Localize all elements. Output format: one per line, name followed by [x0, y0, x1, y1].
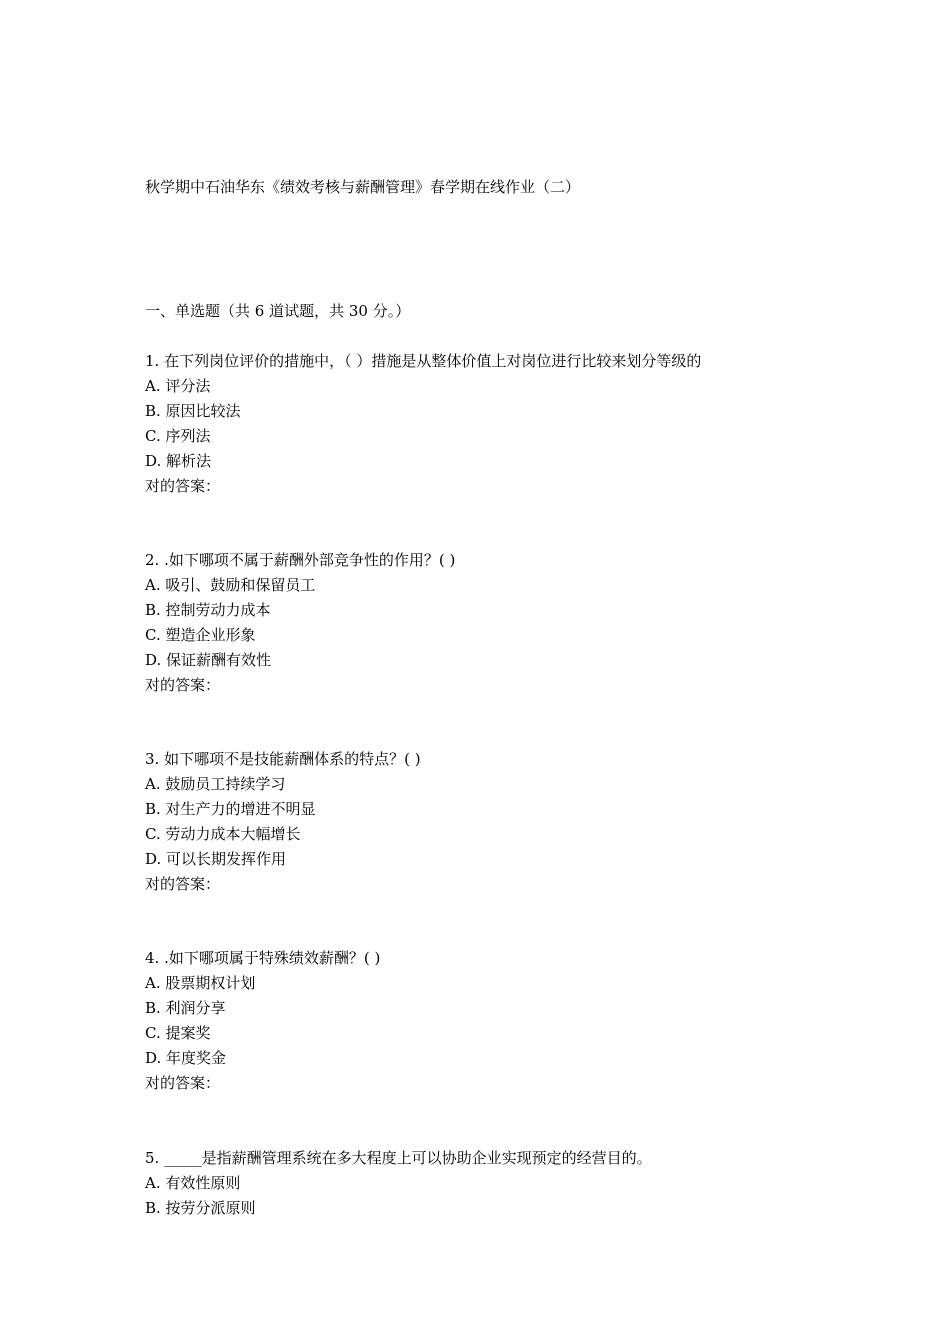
question-1-option-a: A. 评分法 — [145, 377, 211, 395]
question-1-option-d: D. 解析法 — [145, 452, 212, 470]
question-1-option-c: C. 序列法 — [145, 427, 211, 445]
question-4-option-b: B. 利润分享 — [145, 999, 226, 1017]
question-1-option-b: B. 原因比较法 — [145, 402, 241, 420]
question-3-option-c: C. 劳动力成本大幅增长 — [145, 825, 301, 843]
question-5-stem: 5. _____是指薪酬管理系统在多大程度上可以协助企业实现预定的经营目的。 — [145, 1149, 652, 1167]
question-4-option-d: D. 年度奖金 — [145, 1049, 227, 1067]
question-3-option-d: D. 可以长期发挥作用 — [145, 850, 287, 868]
question-4-answer-label: 对的答案： — [145, 1074, 221, 1092]
question-5-option-b: B. 按劳分派原则 — [145, 1199, 256, 1217]
question-4-stem: 4. .如下哪项属于特殊绩效薪酬？( ) — [145, 949, 381, 967]
question-5-option-a: A. 有效性原则 — [145, 1174, 241, 1192]
question-2-answer-label: 对的答案： — [145, 676, 221, 694]
section-heading: 一、单选题（共 6 道试题，共 30 分。） — [145, 302, 411, 320]
question-2-option-a: A. 吸引、鼓励和保留员工 — [145, 576, 316, 594]
question-1-answer-label: 对的答案： — [145, 477, 221, 495]
question-3-option-a: A. 鼓励员工持续学习 — [145, 775, 286, 793]
question-3-answer-label: 对的答案： — [145, 875, 221, 893]
question-2-stem: 2. .如下哪项不属于薪酬外部竞争性的作用？( ) — [145, 551, 456, 569]
question-2-option-d: D. 保证薪酬有效性 — [145, 651, 272, 669]
question-4-option-c: C. 提案奖 — [145, 1024, 211, 1042]
question-2-option-b: B. 控制劳动力成本 — [145, 601, 271, 619]
question-2-option-c: C. 塑造企业形象 — [145, 626, 256, 644]
question-3-option-b: B. 对生产力的增进不明显 — [145, 800, 316, 818]
question-1-stem: 1. 在下列岗位评价的措施中，（ ）措施是从整体价值上对岗位进行比较来划分等级的 — [145, 352, 702, 370]
question-3-stem: 3. 如下哪项不是技能薪酬体系的特点？( ) — [145, 750, 421, 768]
document-title: 秋学期中石油华东《绩效考核与薪酬管理》春学期在线作业（二） — [145, 178, 581, 196]
question-4-option-a: A. 股票期权计划 — [145, 974, 256, 992]
